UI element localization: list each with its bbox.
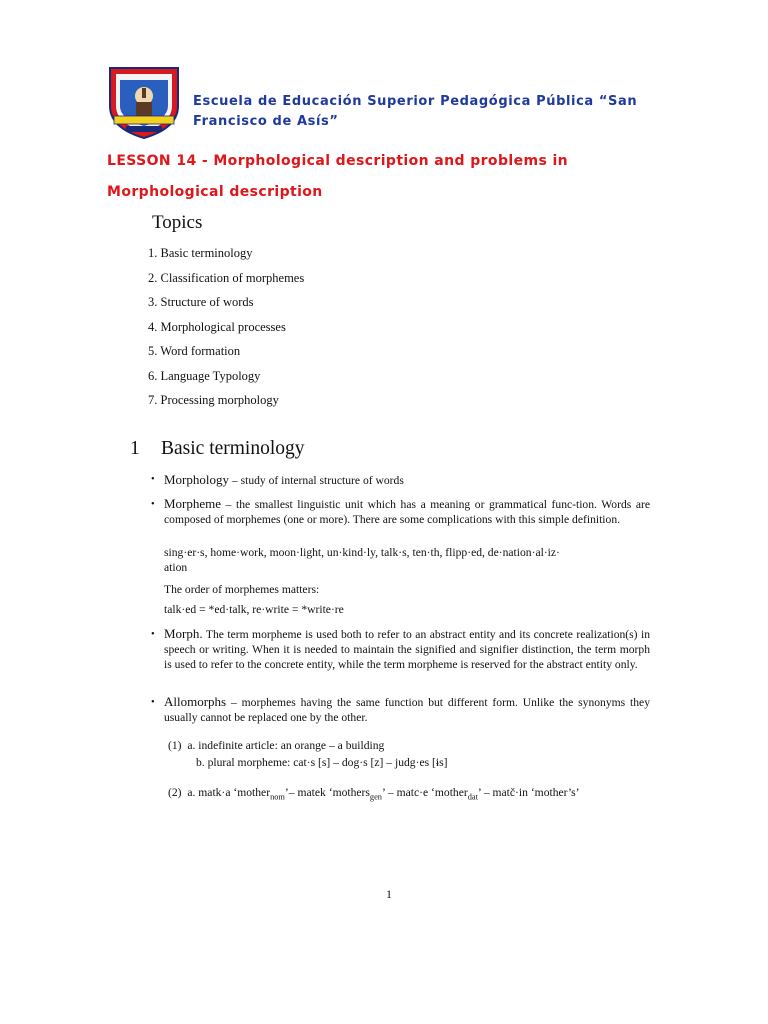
example-2	[168, 786, 580, 802]
bullet-icon: •	[151, 474, 155, 485]
section-heading	[130, 438, 305, 460]
example-1	[168, 739, 384, 752]
morphology-definition	[164, 472, 650, 488]
case-subscript: nom	[270, 792, 285, 802]
example-2-part: ’ – matč·in ‘mother’s’	[477, 786, 580, 799]
lesson-title-line2: Morphological description	[107, 184, 323, 200]
morpheme-definition	[164, 496, 650, 527]
school-name-line2: Francisco de Asís”	[193, 114, 339, 129]
example-2-part: matk·a ‘mother	[198, 786, 271, 799]
example-1b	[196, 756, 447, 769]
topic-item: 3. Structure of words	[148, 295, 254, 309]
morph-definition	[164, 626, 650, 672]
term-morpheme: Morpheme	[164, 496, 222, 511]
bullet-icon: •	[151, 629, 155, 640]
term-allomorphs: Allomorphs	[164, 694, 227, 709]
section-number: 1	[130, 438, 140, 459]
case-subscript: dat	[467, 792, 478, 802]
example-sublabel: b.	[196, 756, 205, 769]
bullet-icon: •	[151, 697, 155, 708]
school-logo	[106, 66, 182, 140]
morpheme-examples-line1: sing·er·s, home·work, moon·light, un·kind·ly, talk·s, ten·th, flipp·ed, de·nation·al·iz·	[164, 546, 560, 559]
topics-list	[148, 245, 304, 417]
bullet-icon: •	[151, 499, 155, 510]
term-morphology: Morphology	[164, 472, 229, 487]
school-name	[193, 92, 663, 132]
example-sublabel: a.	[187, 786, 196, 799]
term-morph: Morph.	[164, 626, 203, 641]
topic-item: 5. Word formation	[148, 344, 241, 358]
section-title: Basic terminology	[161, 438, 305, 459]
example-1b-text: plural morpheme: cat·s [s] – dog·s [z] – judg·es [ɨs]	[207, 756, 448, 769]
example-sublabel: a.	[187, 739, 196, 752]
morphology-text: – study of internal structure of words	[229, 474, 404, 487]
morph-text: The term morpheme is used both to refer to an abstract entity and its concrete realization(s) in speech or writing. When it is needed to maintain the signified and signifier distinction, the term morph is used to refer to the concrete entity, while the term morpheme is reserved for the abstract entity only.	[164, 628, 650, 671]
morpheme-examples-line2: ation	[164, 561, 188, 574]
lesson-title-line1: LESSON 14 - Morphological description and problems in	[107, 153, 569, 169]
topic-item: 4. Morphological processes	[148, 319, 286, 334]
case-subscript: gen	[369, 792, 382, 802]
example-2-part: ’ – matc·e ‘mother	[381, 786, 468, 799]
topic-item: 2. Classification of morphemes	[148, 270, 305, 285]
school-crest-icon	[106, 66, 182, 140]
allomorphs-text: – morphemes having the same function but different form. Unlike the synonyms they usually cannot be replaced one by the other.	[164, 696, 650, 724]
topic-item: 1. Basic terminology	[148, 246, 253, 260]
morpheme-text: – the smallest linguistic unit which has a meaning or grammatical func-tion. Words are composed of morphemes (one or more). There are some complications with this simple definition.	[164, 498, 650, 526]
topics-heading: Topics	[152, 212, 203, 233]
example-label: (1)	[168, 739, 182, 752]
topic-item: 6. Language Typology	[148, 368, 261, 383]
example-label: (2)	[168, 786, 182, 799]
example-1a-text: indefinite article: an orange – a building	[198, 739, 385, 752]
morpheme-order-example: talk·ed = *ed·talk, re·write = *write·re	[164, 603, 344, 616]
morpheme-order-note: The order of morphemes matters:	[164, 583, 320, 596]
allomorphs-definition	[164, 694, 650, 725]
school-name-line1: Escuela de Educación Superior Pedagógica Pública “San	[193, 94, 638, 109]
example-2-part: ’– matek ‘mothers	[284, 786, 370, 799]
topic-item: 7. Processing morphology	[148, 393, 279, 407]
page-number: 1	[386, 887, 392, 901]
